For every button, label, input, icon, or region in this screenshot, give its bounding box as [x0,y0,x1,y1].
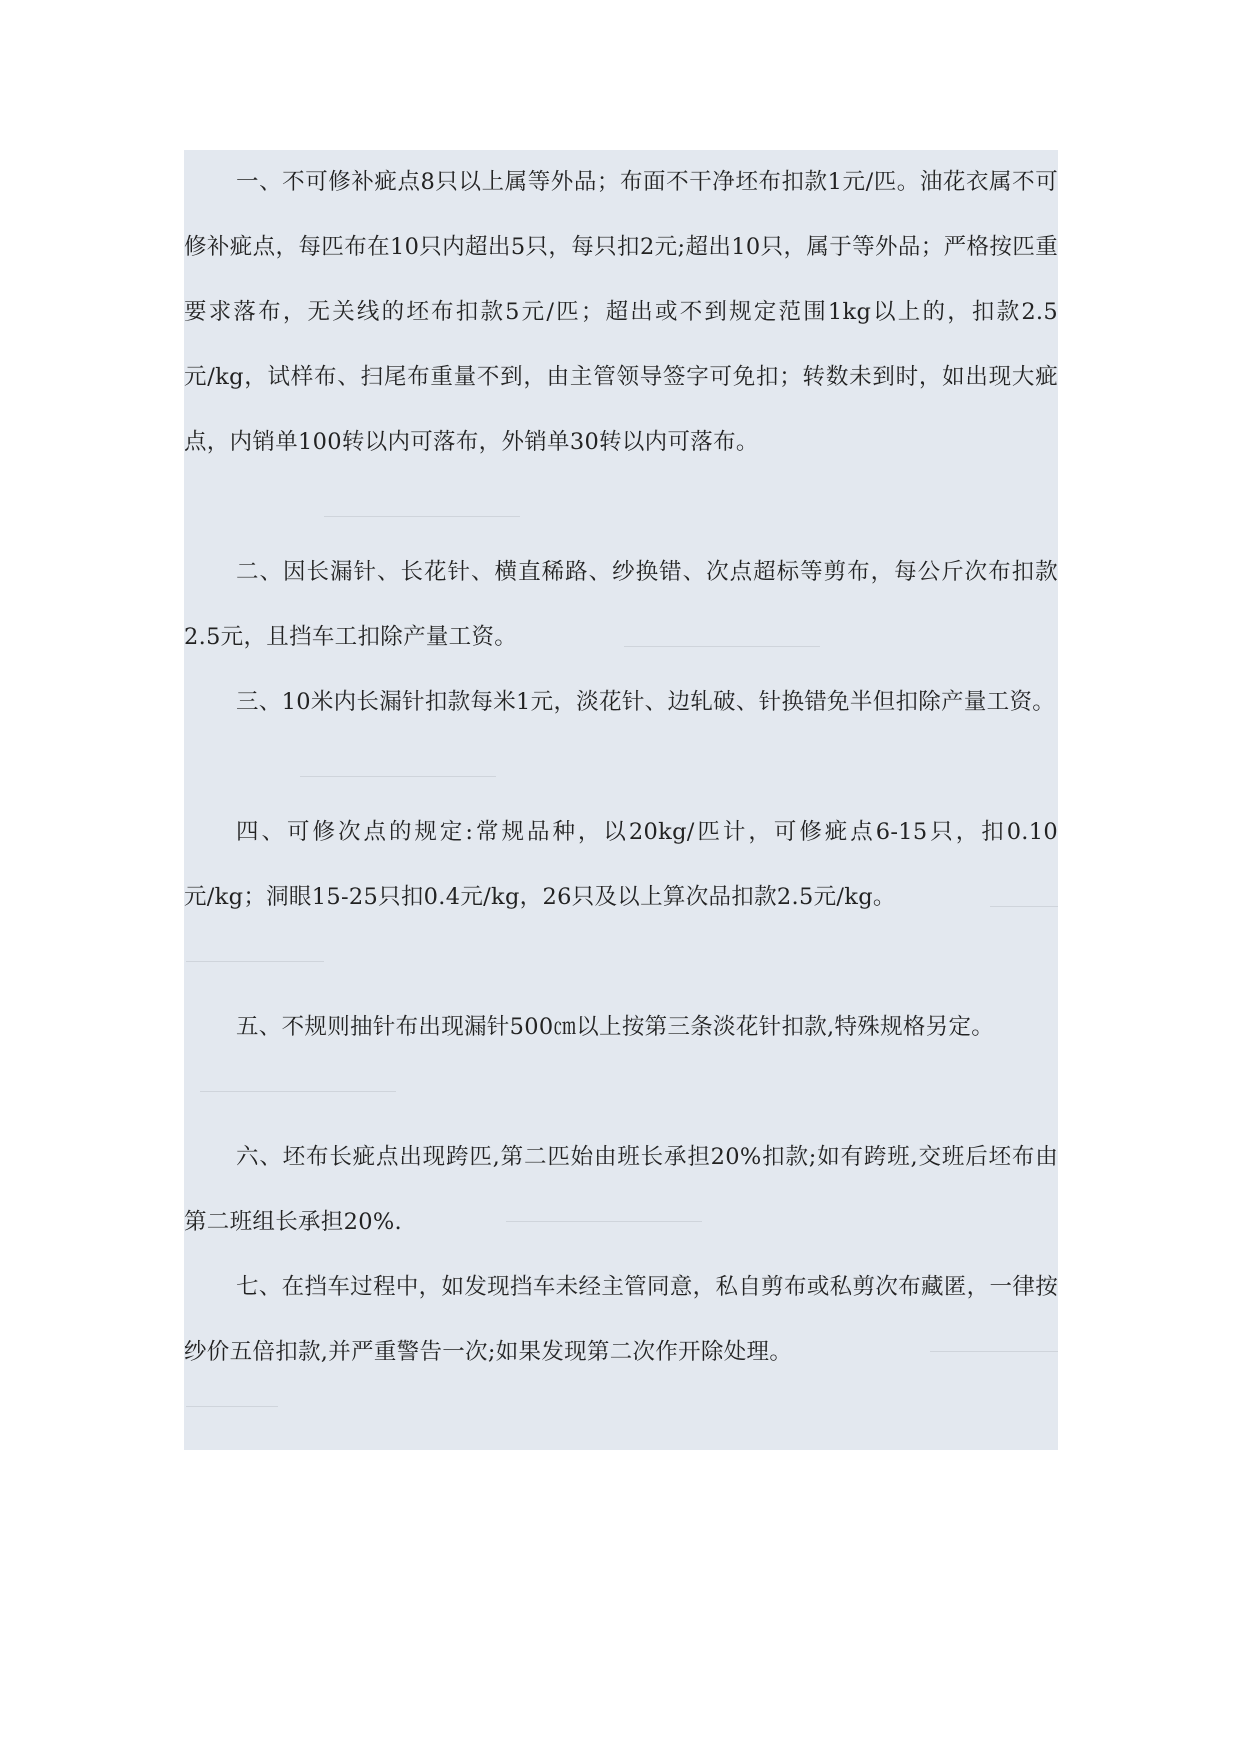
divider-line [324,516,520,517]
clause-5: 五、不规则抽针布出现漏针500㎝以上按第三条淡花针扣款,特殊规格另定。 [236,1014,995,1040]
divider-line [506,1221,702,1222]
divider-line [186,1406,278,1407]
clause-2: 二、因长漏针、长花针、横直稀路、纱换错、次点超标等剪布，每公斤次布扣款2.5元，且挡车工扣除产量工资。 [184,559,1058,650]
divider-line [624,646,820,647]
document-panel [184,150,1058,1450]
clause-4: 四、可修次点的规定:常规品种，以20kg/匹计，可修疵点6-15只，扣0.10元/kg；洞眼15-25只扣0.4元/kg，26只及以上算次品扣款2.5元/kg。 [184,819,1058,910]
clause-3: 三、10米内长漏针扣款每米1元，淡花针、边轧破、针换错免半但扣除产量工资。 [236,689,1056,715]
divider-line [990,906,1058,907]
clause-1: 一、不可修补疵点8只以上属等外品；布面不干净坯布扣款1元/匹。油花衣属不可修补疵点，每匹布在10只内超出5只，每只扣2元;超出10只，属于等外品；严格按匹重要求落布，无关线的坯布扣款5元/匹；超出或不到规定范围1kg以上的，扣款2.5元/kg，试样布、扫尾布重量不到，由主管领导签字可免扣；转数未到时，如出现大疵点，内销单100转以内可落布，外销单30转以内可落布。 [184,169,1058,455]
divider-line [930,1351,1058,1352]
clause-6: 六、坯布长疵点出现跨匹,第二匹始由班长承担20%扣款;如有跨班,交班后坯布由第二班组长承担20%. [184,1144,1058,1235]
divider-line [300,776,496,777]
clause-7: 七、在挡车过程中，如发现挡车未经主管同意，私自剪布或私剪次布藏匿，一律按纱价五倍扣款,并严重警告一次;如果发现第二次作开除处理。 [184,1274,1058,1365]
divider-line [186,961,324,962]
divider-line [200,1091,396,1092]
